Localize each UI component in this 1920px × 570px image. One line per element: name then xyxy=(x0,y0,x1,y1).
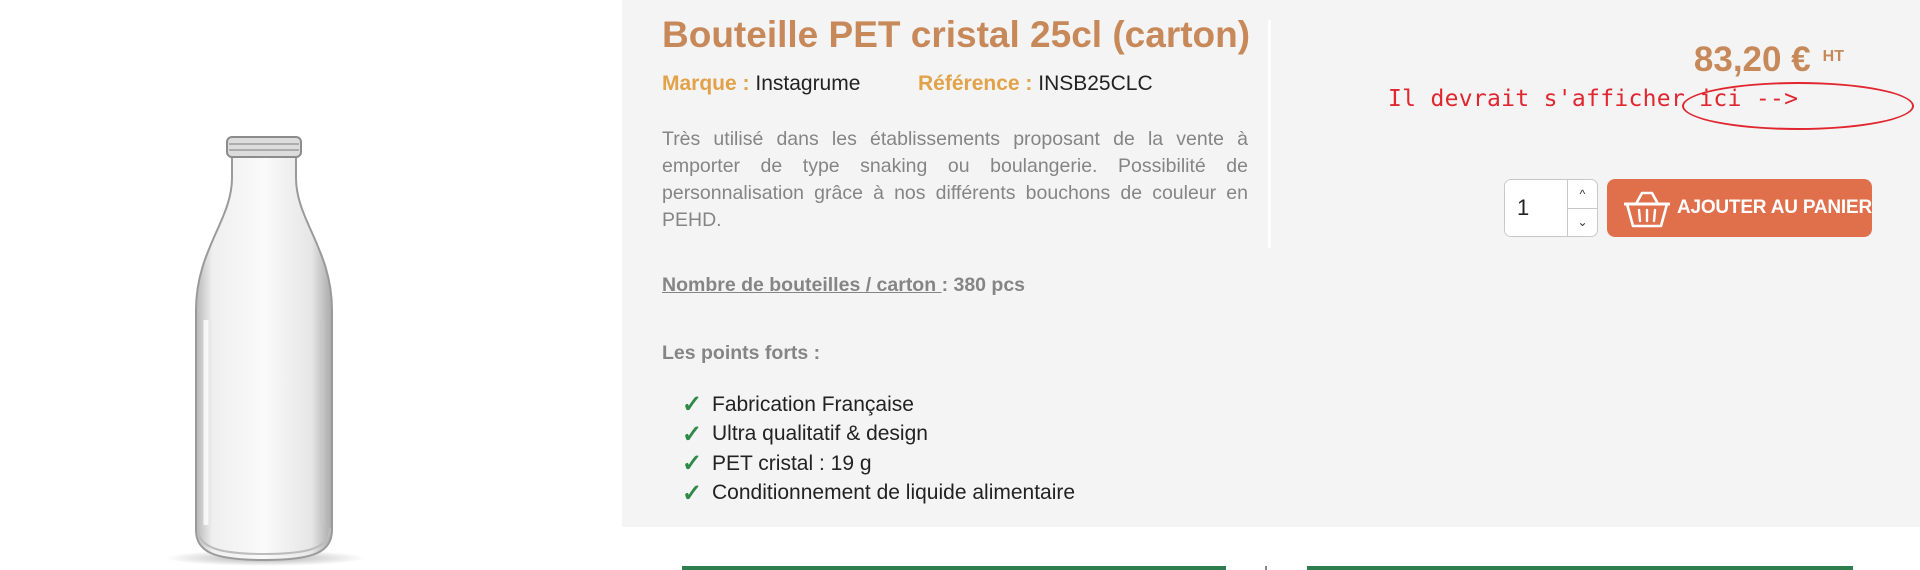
product-description: Très utilisé dans les établissements proposant de la vente à emporter de type snaking ou boulangerie. Possibilité de personnalisation grâce à nos différents bouchons de couleur en PEHD. xyxy=(662,128,1248,231)
add-to-cart-label: AJOUTER AU PANIER xyxy=(1676,197,1872,218)
check-icon: ✓ xyxy=(682,450,703,478)
bottles-per-carton-label: Nombre de bouteilles / carton xyxy=(662,274,942,296)
brand-row xyxy=(662,72,860,96)
brand-value: Instagrume xyxy=(755,72,861,95)
tax-label: HT xyxy=(1822,48,1844,65)
annotation-text: Il devrait s'afficher ici --> xyxy=(1388,86,1799,112)
column-divider xyxy=(1268,20,1271,248)
list-item xyxy=(682,390,1075,420)
check-icon: ✓ xyxy=(682,420,703,448)
stepper-arrows xyxy=(1567,180,1597,236)
add-to-cart-button[interactable] xyxy=(1607,179,1872,237)
milk-bottle-icon xyxy=(0,0,622,570)
divider-tick xyxy=(1265,566,1267,570)
brand-label: Marque : xyxy=(662,72,750,95)
strength-text: Ultra qualitatif & design xyxy=(712,422,928,446)
product-title: Bouteille PET cristal 25cl (carton) xyxy=(662,14,1251,55)
quantity-stepper[interactable] xyxy=(1504,179,1598,237)
section-divider-left xyxy=(682,566,1226,570)
check-icon: ✓ xyxy=(682,479,703,507)
list-item xyxy=(682,479,1075,509)
bottles-per-carton-value: : 380 pcs xyxy=(941,274,1026,296)
shopping-basket-icon xyxy=(1617,188,1677,228)
strength-text: Conditionnement de liquide alimentaire xyxy=(712,481,1076,505)
bottles-per-carton xyxy=(662,274,1025,297)
list-item xyxy=(682,449,1075,479)
list-item xyxy=(682,420,1075,450)
product-price xyxy=(1694,40,1844,80)
strengths-list xyxy=(682,390,1075,508)
strength-text: Fabrication Française xyxy=(712,392,914,416)
check-icon: ✓ xyxy=(682,391,703,419)
quantity-input[interactable] xyxy=(1505,180,1567,236)
reference-label: Référence : xyxy=(918,72,1033,95)
reference-row xyxy=(918,72,1153,96)
chevron-up-icon[interactable]: ^ xyxy=(1568,180,1597,209)
price-value: 83,20 € xyxy=(1693,40,1811,79)
strength-text: PET cristal : 19 g xyxy=(712,451,872,475)
strengths-title: Les points forts : xyxy=(662,342,821,364)
annotation-ellipse xyxy=(1682,82,1914,130)
product-image xyxy=(0,0,622,570)
chevron-down-icon[interactable]: ⌄ xyxy=(1577,215,1588,230)
section-divider-right xyxy=(1307,566,1853,570)
reference-value: INSB25CLC xyxy=(1038,72,1153,95)
